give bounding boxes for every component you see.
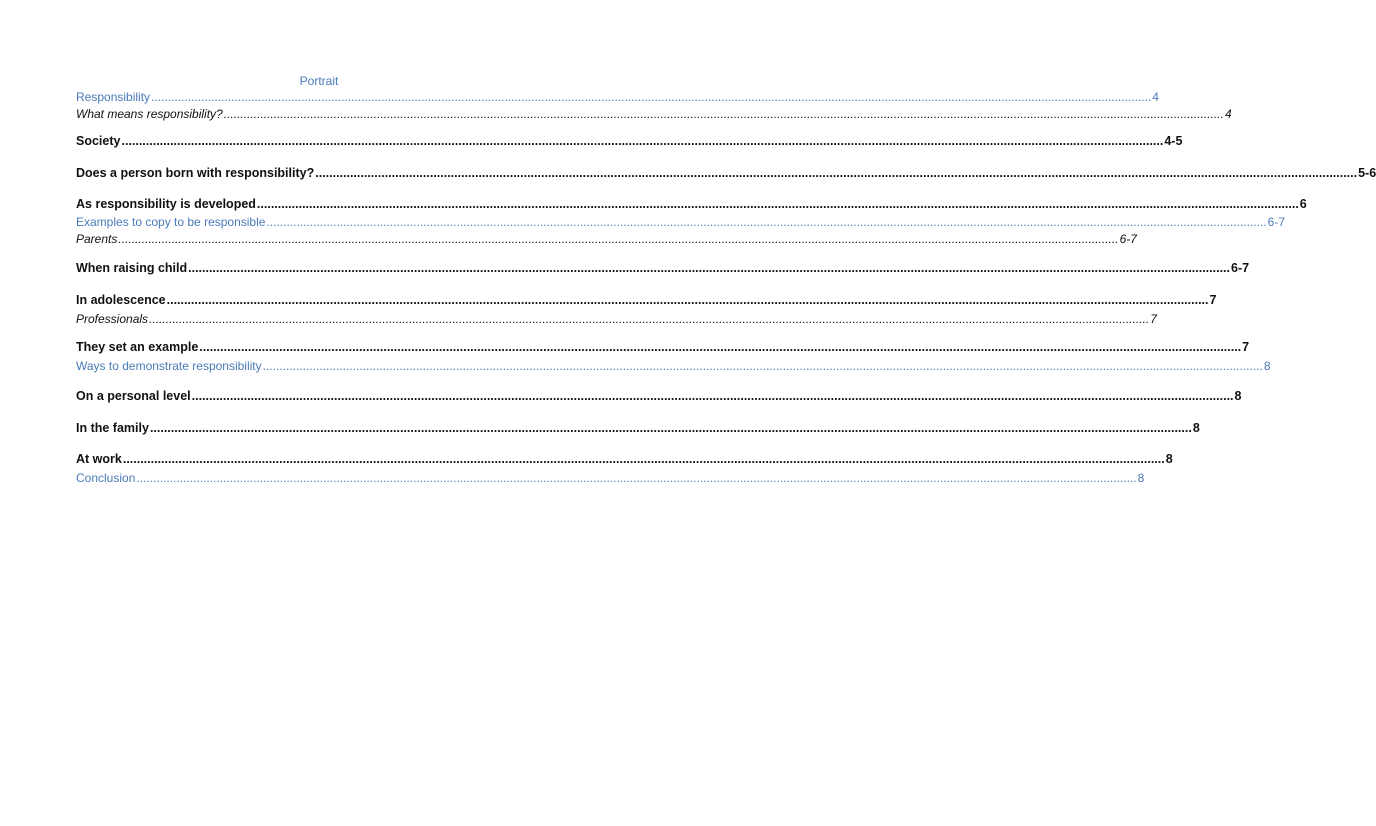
toc-entry-label: Society [76, 134, 121, 148]
toc-dot-leader: ............................................................................................................................................................................................................................................................................................................ [151, 90, 1152, 104]
toc-dot-leader: ............................................................................................................................................................................................................................................................................................................ [149, 312, 1150, 326]
toc-entry-page: 4 [1224, 107, 1232, 121]
toc-entry-label: Conclusion [76, 471, 136, 485]
toc-entry-label: As responsibility is developed [76, 197, 256, 211]
toc-dot-leader: ............................................................................................................................................................................................................................................................................................................ [223, 107, 1224, 121]
toc-entry[interactable] [76, 232, 1137, 246]
toc-entry-page: 6 [1299, 197, 1307, 211]
toc-dot-leader: ............................................................................................................................................................................................................................................................................................................ [122, 452, 1165, 466]
toc-entry-label: Responsibility [76, 90, 151, 104]
toc-entry-label: When raising child [76, 261, 188, 275]
toc-entry[interactable] [76, 261, 1250, 275]
toc-entry[interactable] [76, 90, 1159, 104]
toc-entry-label: Ways to demonstrate responsibility [76, 359, 262, 373]
toc-entry[interactable] [76, 359, 1271, 373]
toc-dot-leader: ............................................................................................................................................................................................................................................................................................................ [266, 215, 1267, 229]
toc-entry-label: Examples to copy to be responsible [76, 215, 266, 229]
toc-entry[interactable] [76, 389, 1242, 403]
toc-entry-page: 7 [1242, 340, 1250, 354]
toc-entry-page: 8 [1137, 471, 1145, 485]
toc-entry-label: Does a person born with responsibility? [76, 166, 315, 180]
toc-dot-leader: ............................................................................................................................................................................................................................................................................................................ [121, 134, 1164, 148]
toc-dot-leader: ............................................................................................................................................................................................................................................................................................................ [188, 261, 1230, 275]
toc-entry-label: Parents [76, 232, 118, 246]
toc-dot-leader: ............................................................................................................................................................................................................................................................................................................ [136, 471, 1137, 485]
toc-entry-label: In the family [76, 421, 149, 435]
toc-entry[interactable] [76, 293, 1217, 307]
toc-entry-label: On a personal level [76, 389, 191, 403]
toc-entry-page: 4-5 [1164, 134, 1183, 148]
toc-dot-leader: ............................................................................................................................................................................................................................................................................................................ [118, 232, 1119, 246]
toc-entry-page: 6-7 [1231, 261, 1250, 275]
toc-entry-label: In adolescence [76, 293, 166, 307]
toc-entry[interactable] [76, 107, 1232, 121]
toc-entry[interactable] [76, 197, 1307, 211]
toc-entry-page: 8 [1263, 359, 1271, 373]
toc-entry[interactable] [76, 471, 1145, 485]
toc-entry-label: Professionals [76, 312, 149, 326]
toc-entry[interactable] [76, 215, 1285, 229]
toc-entry-label: What means responsibility? [76, 107, 223, 121]
toc-entry[interactable] [76, 312, 1157, 326]
toc-dot-leader: ............................................................................................................................................................................................................................................................................................................ [315, 166, 1358, 180]
toc-entry[interactable] [76, 421, 1200, 435]
toc-entry-page: 8 [1234, 389, 1242, 403]
toc-dot-leader: ............................................................................................................................................................................................................................................................................................................ [166, 293, 1209, 307]
toc-entry-page: 6-7 [1267, 215, 1285, 229]
toc-entry[interactable] [76, 340, 1250, 354]
toc-entry[interactable] [76, 134, 1183, 148]
toc-entry-page: 4 [1152, 90, 1159, 104]
toc-dot-leader: ............................................................................................................................................................................................................................................................................................................ [262, 359, 1263, 373]
toc-entry-page: 7 [1209, 293, 1217, 307]
toc-dot-leader: ............................................................................................................................................................................................................................................................................................................ [256, 197, 1299, 211]
toc-entry-page: 5-6 [1358, 166, 1376, 180]
toc-entry-page: 8 [1192, 421, 1200, 435]
toc-entry-label: They set an example [76, 340, 199, 354]
toc-dot-leader: ............................................................................................................................................................................................................................................................................................................ [199, 340, 1242, 354]
toc-entry-page: 6-7 [1119, 232, 1137, 246]
toc-entry[interactable] [76, 452, 1173, 466]
toc-entry-page: 7 [1150, 312, 1157, 326]
toc-dot-leader: ............................................................................................................................................................................................................................................................................................................ [191, 389, 1234, 403]
toc-dot-leader: ............................................................................................................................................................................................................................................................................................................ [149, 421, 1192, 435]
toc-entry-page: 8 [1165, 452, 1173, 466]
toc-entry[interactable] [76, 166, 1376, 180]
toc-entry-label: At work [76, 452, 122, 466]
toc-title: Portrait [299, 74, 339, 88]
